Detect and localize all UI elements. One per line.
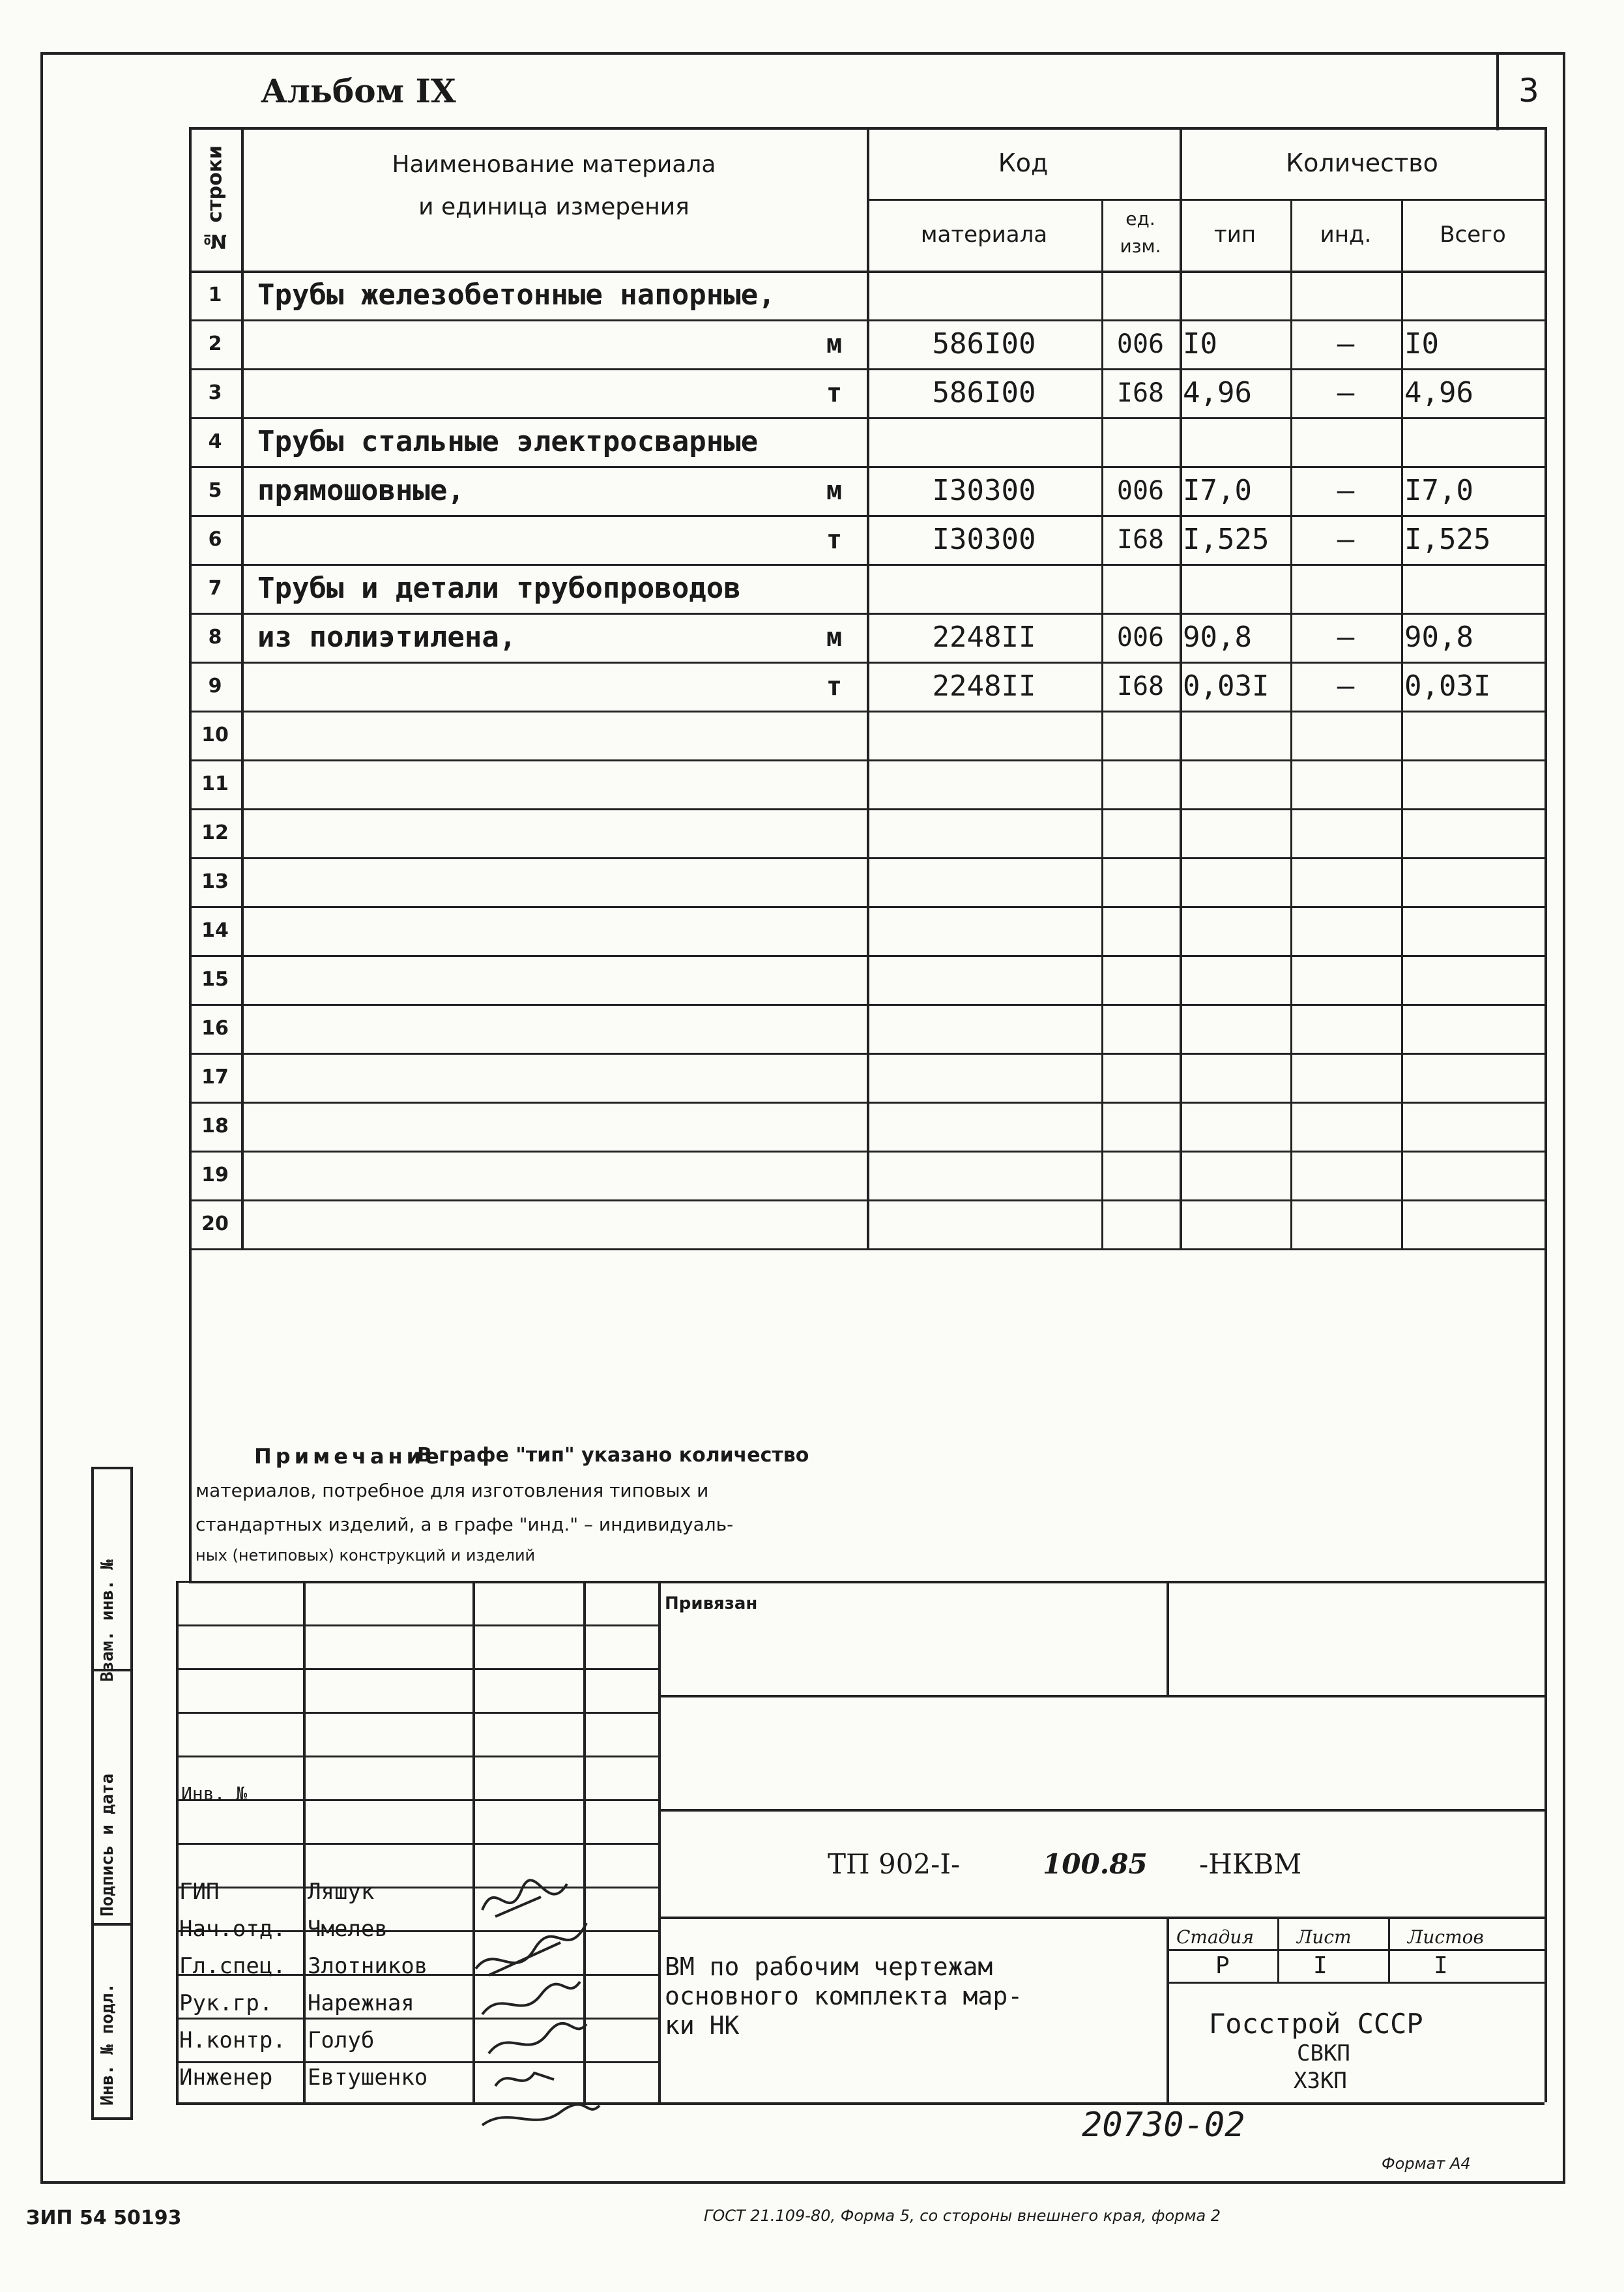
qty-ind xyxy=(1290,1199,1401,1248)
col-rule xyxy=(1401,199,1403,1248)
note-line-3: стандартных изделий, а в графе "инд." – индивидуаль- xyxy=(196,1514,734,1535)
material-name: Трубы и детали трубопроводов xyxy=(257,572,741,605)
material-name xyxy=(257,1102,844,1151)
unit-label: м xyxy=(826,329,843,359)
unit-label xyxy=(808,808,860,857)
material-name: прямошовные, xyxy=(257,474,465,507)
qty-type: 90,8 xyxy=(1183,621,1252,654)
unit-label xyxy=(808,906,860,955)
stamp-right-rule xyxy=(1544,1581,1547,2102)
note-right-rule xyxy=(1544,1248,1547,1581)
qty-type: I0 xyxy=(1183,327,1217,360)
material-code xyxy=(867,1199,1101,1248)
unit-label xyxy=(808,1004,860,1053)
unit-code xyxy=(1101,857,1180,906)
unit-label xyxy=(808,759,860,808)
unit-label xyxy=(808,1102,860,1151)
designation-handwritten: 100.85 xyxy=(1043,1848,1148,1880)
material-code: 586I00 xyxy=(932,327,1036,360)
album-title: Альбом IX xyxy=(261,72,456,110)
material-name xyxy=(257,1151,844,1199)
material-name xyxy=(257,662,844,711)
qty-total: 90,8 xyxy=(1404,621,1473,654)
qty-total xyxy=(1404,759,1544,808)
material-code: 586I00 xyxy=(932,376,1036,409)
row-number: 17 xyxy=(201,1066,229,1089)
stamp-person-name: Евтушенко xyxy=(308,2064,428,2091)
qty-ind xyxy=(1290,564,1401,613)
qty-total: I,525 xyxy=(1404,523,1491,556)
material-name xyxy=(257,759,844,808)
unit-code: I68 xyxy=(1116,671,1165,701)
qty-ind xyxy=(1290,1004,1401,1053)
material-code xyxy=(867,271,1101,319)
qty-type xyxy=(1183,711,1290,759)
qty-type xyxy=(1183,1151,1290,1199)
unit-code-header-1: ед. xyxy=(1125,208,1155,229)
ind-header: инд. xyxy=(1320,222,1372,248)
privyazan-split-rule xyxy=(1167,1581,1169,1695)
qty-type xyxy=(1183,906,1290,955)
stamp-row-rule xyxy=(176,1799,658,1801)
unit-code xyxy=(1101,955,1180,1004)
row-number: 20 xyxy=(201,1212,229,1235)
designation-suffix: -НКВМ xyxy=(1199,1848,1302,1880)
qty-total xyxy=(1404,271,1544,319)
material-code xyxy=(867,417,1101,466)
stamp-person-name: Злотников xyxy=(308,1953,428,1979)
row-number: 12 xyxy=(201,821,229,844)
unit-label xyxy=(808,1053,860,1102)
qty-type: 4,96 xyxy=(1183,376,1252,409)
page-number: 3 xyxy=(1518,72,1539,110)
qty-ind: – xyxy=(1337,474,1355,507)
qty-total xyxy=(1404,857,1544,906)
material-code: I30300 xyxy=(932,474,1036,507)
qty-total: I7,0 xyxy=(1404,474,1473,507)
qty-total xyxy=(1404,1102,1544,1151)
material-name xyxy=(257,906,844,955)
stamp-h-rule xyxy=(658,1695,1544,1697)
qty-ind xyxy=(1290,271,1401,319)
qty-total xyxy=(1404,564,1544,613)
row-number: 19 xyxy=(201,1164,229,1186)
unit-label: т xyxy=(826,377,843,408)
note-line-4: ных (нетиповых) конструкций и изделий xyxy=(196,1546,536,1565)
unit-code xyxy=(1101,808,1180,857)
qty-total xyxy=(1404,1151,1544,1199)
qty-ind xyxy=(1290,711,1401,759)
stamp-role: Н.контр. xyxy=(179,2027,286,2053)
qty-ind xyxy=(1290,1102,1401,1151)
format-label: Формат А4 xyxy=(1382,2154,1471,2173)
material-code xyxy=(867,906,1101,955)
material-name: из полиэтилена, xyxy=(257,621,517,654)
side-label-vzam: Взам. инв. № xyxy=(98,1559,117,1682)
unit-code: 006 xyxy=(1116,622,1165,653)
stamp-h-rule xyxy=(658,1809,1544,1812)
org-1: Госстрой СССР xyxy=(1209,2008,1423,2040)
row-number: 13 xyxy=(201,870,229,893)
unit-label xyxy=(808,564,860,613)
qty-total xyxy=(1404,955,1544,1004)
material-name xyxy=(257,368,844,417)
unit-label xyxy=(808,1199,860,1248)
material-code xyxy=(867,1053,1101,1102)
qty-total xyxy=(1404,711,1544,759)
unit-code xyxy=(1101,759,1180,808)
unit-label xyxy=(808,1151,860,1199)
name-header-line-1: Наименование материала xyxy=(392,151,716,178)
side-strip-rule xyxy=(130,1467,133,2119)
quantity-header: Количество xyxy=(1286,149,1438,177)
material-code xyxy=(867,1102,1101,1151)
qty-ind: – xyxy=(1337,327,1355,360)
material-code xyxy=(867,1151,1101,1199)
row-number: 9 xyxy=(208,675,222,698)
material-code: I30300 xyxy=(932,523,1036,556)
material-code xyxy=(867,808,1101,857)
org-3: ХЗКП xyxy=(1294,2068,1347,2094)
qty-type xyxy=(1183,564,1290,613)
unit-code xyxy=(1101,906,1180,955)
qty-type xyxy=(1183,417,1290,466)
stamp-row-rule xyxy=(176,1581,658,1583)
stamp-person-name: Чмелев xyxy=(308,1916,388,1942)
side-strip-rule xyxy=(91,1467,133,1469)
unit-code xyxy=(1101,1199,1180,1248)
unit-code: 006 xyxy=(1116,475,1165,506)
inv-label: Инв. № xyxy=(181,1783,248,1804)
unit-code xyxy=(1101,711,1180,759)
stamp-col-rule xyxy=(1167,1917,1169,2102)
qty-type xyxy=(1183,1053,1290,1102)
unit-code xyxy=(1101,564,1180,613)
qty-ind xyxy=(1290,808,1401,857)
stamp-col-rule xyxy=(176,1581,179,2102)
material-code xyxy=(867,564,1101,613)
stamp-role: Гл.спец. xyxy=(179,1953,286,1979)
qty-ind: – xyxy=(1337,376,1355,409)
gost-reference: ГОСТ 21.109-80, Форма 5, со стороны внешнего края, форма 2 xyxy=(704,2207,1221,2225)
stage-value-rule xyxy=(1167,1982,1544,1984)
doc-title-1: ВМ по рабочим чертежам xyxy=(665,1952,993,1981)
col-rule xyxy=(241,127,244,1248)
row-number: 5 xyxy=(208,479,222,502)
unit-code: I68 xyxy=(1116,524,1165,555)
note-left-rule xyxy=(189,1248,192,1581)
qty-total: 4,96 xyxy=(1404,376,1473,409)
stamp-row-rule xyxy=(176,1712,658,1714)
material-name xyxy=(257,808,844,857)
qty-type xyxy=(1183,808,1290,857)
material-code xyxy=(867,857,1101,906)
doc-title-2: основного комплекта мар- xyxy=(665,1982,1023,2010)
note-line-2: материалов, потребное для изготовления типовых и xyxy=(196,1480,709,1501)
material-code xyxy=(867,1004,1101,1053)
unit-code xyxy=(1101,1102,1180,1151)
stage-col-rule xyxy=(1277,1917,1279,1982)
row-number: 18 xyxy=(201,1115,229,1138)
sheet-header: Лист xyxy=(1297,1926,1352,1948)
doc-title-3: ки НК xyxy=(665,2011,740,2040)
code-header: Код xyxy=(998,149,1049,177)
stamp-person-name: Нарежная xyxy=(308,1990,414,2016)
unit-label xyxy=(808,711,860,759)
unit-code xyxy=(1101,417,1180,466)
qty-type xyxy=(1183,857,1290,906)
qty-total xyxy=(1404,1004,1544,1053)
side-label-podpis: Подпись и дата xyxy=(98,1773,117,1917)
row-rule xyxy=(189,1248,1544,1250)
stamp-bottom-rule xyxy=(176,2102,1544,2105)
row-number: 16 xyxy=(201,1017,229,1040)
material-name: Трубы железобетонные напорные, xyxy=(257,278,776,312)
sheet-value: I xyxy=(1313,1952,1327,1979)
unit-label xyxy=(808,955,860,1004)
qty-ind xyxy=(1290,955,1401,1004)
qty-total: I0 xyxy=(1404,327,1439,360)
unit-code xyxy=(1101,1004,1180,1053)
qty-ind xyxy=(1290,417,1401,466)
qty-type xyxy=(1183,1199,1290,1248)
stamp-row-rule xyxy=(176,1668,658,1670)
material-code xyxy=(867,711,1101,759)
material-code xyxy=(867,759,1101,808)
qty-type xyxy=(1183,759,1290,808)
qty-ind xyxy=(1290,857,1401,906)
qty-ind xyxy=(1290,906,1401,955)
material-name xyxy=(257,1199,844,1248)
row-number: 1 xyxy=(208,284,222,306)
qty-total xyxy=(1404,1199,1544,1248)
material-code-header: материала xyxy=(920,222,1048,248)
row-number-header: № строки xyxy=(203,145,227,253)
unit-code: I68 xyxy=(1116,377,1165,408)
unit-label: т xyxy=(826,671,843,701)
qty-total xyxy=(1404,808,1544,857)
total-header: Всего xyxy=(1440,222,1506,248)
material-code: 2248II xyxy=(932,669,1036,703)
qty-type xyxy=(1183,271,1290,319)
qty-ind xyxy=(1290,1053,1401,1102)
material-name xyxy=(257,1004,844,1053)
stamp-h-rule xyxy=(658,1917,1544,1919)
side-label-inv: Инв. № подл. xyxy=(98,1983,117,2106)
stamp-role: Инженер xyxy=(179,2064,273,2091)
handwritten-number: 20730-02 xyxy=(1082,2106,1245,2145)
note-label: Примечание xyxy=(254,1444,443,1469)
unit-label xyxy=(808,271,860,319)
qty-type xyxy=(1183,1102,1290,1151)
unit-label: м xyxy=(826,622,843,653)
row-number: 10 xyxy=(201,724,229,746)
side-strip-rule xyxy=(91,2117,133,2120)
qty-ind xyxy=(1290,759,1401,808)
row-number: 7 xyxy=(208,577,222,600)
qty-type xyxy=(1183,1004,1290,1053)
left-code: ЗИП 54 50193 xyxy=(26,2207,182,2229)
row-number: 6 xyxy=(208,528,222,551)
stamp-role: Рук.гр. xyxy=(179,1990,273,2016)
qty-type: 0,03I xyxy=(1183,669,1269,703)
name-header-line-2: и единица измерения xyxy=(418,194,689,220)
unit-code-header-2: изм. xyxy=(1120,235,1161,257)
unit-code: 006 xyxy=(1116,329,1165,359)
qty-total: 0,03I xyxy=(1404,669,1491,703)
row-number: 15 xyxy=(201,968,229,991)
stage-value: Р xyxy=(1215,1952,1230,1979)
unit-label: м xyxy=(826,475,843,506)
col-rule xyxy=(1544,127,1547,1248)
qty-ind: – xyxy=(1337,669,1355,703)
unit-code xyxy=(1101,271,1180,319)
row-number: 11 xyxy=(201,772,229,795)
qty-ind xyxy=(1290,1151,1401,1199)
side-strip-rule xyxy=(91,1467,94,2119)
material-name xyxy=(257,955,844,1004)
material-code: 2248II xyxy=(932,621,1036,654)
designation-prefix: ТП 902-I- xyxy=(828,1848,961,1880)
type-header: тип xyxy=(1213,222,1256,248)
material-name xyxy=(257,857,844,906)
stamp-role: ГИП xyxy=(179,1879,220,1905)
qty-total xyxy=(1404,417,1544,466)
stamp-person-name: Голуб xyxy=(308,2027,375,2053)
sheets-value: I xyxy=(1434,1952,1448,1979)
note-line-1: В графе "тип" указано количество xyxy=(417,1444,809,1467)
unit-label: т xyxy=(826,524,843,555)
qty-total xyxy=(1404,906,1544,955)
material-name xyxy=(257,515,844,564)
stamp-role: Нач.отд. xyxy=(179,1916,286,1942)
stamp-col-rule xyxy=(303,1581,306,2102)
material-name xyxy=(257,711,844,759)
row-number: 2 xyxy=(208,332,222,355)
col-rule xyxy=(1180,127,1182,1248)
privyazan-label: Привязан xyxy=(665,1594,758,1613)
stage-col-rule xyxy=(1388,1917,1390,1982)
row-number: 14 xyxy=(201,919,229,942)
material-name: Трубы стальные электросварные xyxy=(257,425,759,458)
stamp-row-rule xyxy=(176,1624,658,1626)
row-number: 3 xyxy=(208,381,222,404)
stage-header: Стадия xyxy=(1176,1926,1254,1948)
qty-type: I7,0 xyxy=(1183,474,1252,507)
signature-scribbles xyxy=(469,1871,639,2145)
unit-label xyxy=(808,857,860,906)
row-number: 4 xyxy=(208,430,222,453)
stamp-person-name: Ляшук xyxy=(308,1879,375,1905)
stamp-row-rule xyxy=(176,1756,658,1757)
unit-code xyxy=(1101,1053,1180,1102)
qty-type xyxy=(1183,955,1290,1004)
sheets-header: Листов xyxy=(1408,1926,1484,1948)
unit-code xyxy=(1101,1151,1180,1199)
stamp-row-rule xyxy=(176,1843,658,1845)
side-strip-rule xyxy=(91,1923,133,1926)
material-name xyxy=(257,1053,844,1102)
stamp-col-rule xyxy=(658,1581,661,2102)
qty-ind: – xyxy=(1337,621,1355,654)
stage-header-rule xyxy=(1167,1949,1544,1951)
row-number: 8 xyxy=(208,626,222,649)
qty-ind: – xyxy=(1337,523,1355,556)
qty-total xyxy=(1404,1053,1544,1102)
material-name xyxy=(257,319,844,368)
qty-type: I,525 xyxy=(1183,523,1269,556)
material-code xyxy=(867,955,1101,1004)
org-2: СВКП xyxy=(1297,2040,1350,2066)
unit-label xyxy=(808,417,860,466)
